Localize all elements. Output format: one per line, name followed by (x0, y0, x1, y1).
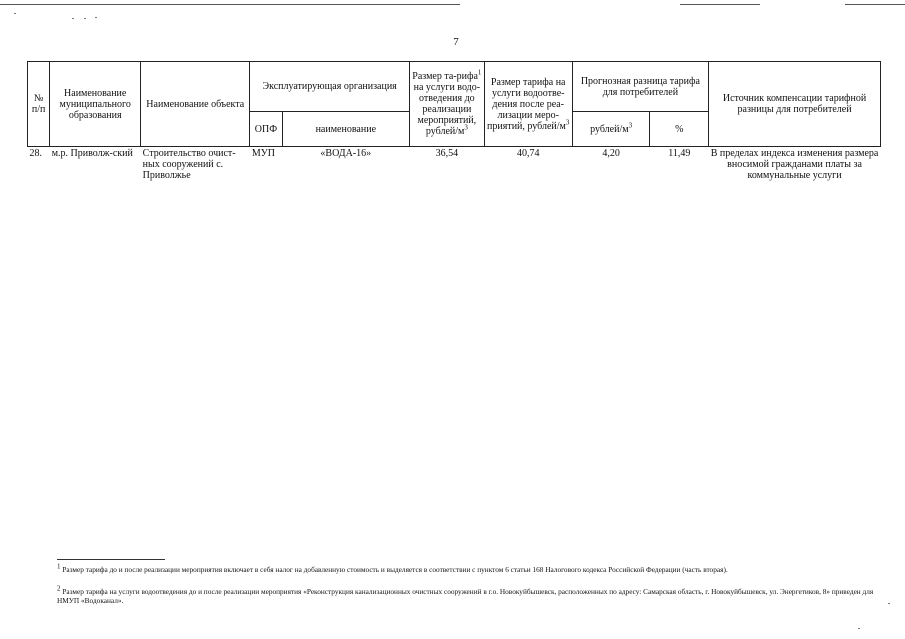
header-object: Наименование объекта (141, 62, 250, 147)
cube-superscript: 3 (628, 121, 633, 130)
cube-superscript: 3 (464, 123, 468, 132)
scan-speck (72, 18, 74, 19)
header-tariff-after-label: Размер тарифа на услуги водоотве-дения после реа-лизации меро-приятий, рублей/м (487, 76, 566, 132)
scan-speck (14, 13, 16, 14)
scan-speck (888, 603, 890, 604)
footnote-mark: 1 (57, 562, 61, 571)
row-operator-name: «ВОДА-16» (320, 148, 372, 159)
header-diff-rub-label: рублей/м (590, 123, 629, 135)
tariff-table (27, 61, 881, 182)
header-num: № п/п (28, 62, 50, 147)
footnote-text: Размер тарифа до и после реализации мероприятия включает в себя налог на добавленную стоимость и выделяется в соответствии с пунктом 6 статьи 168 Налогового кодекса Российской Федерации (часть вторая). (62, 565, 728, 574)
cube-superscript: 3 (565, 118, 570, 127)
scan-speck (95, 17, 97, 18)
header-forecast-diff: Прогнозная разница тарифа для потребителей (572, 62, 708, 112)
header-tariff-after (484, 62, 572, 147)
header-diff-rub (572, 112, 650, 147)
footnote-text: Размер тарифа на услуги водоотведения до и после реализации мероприятия «Реконструкция канализационных очистных сооружений в г.о. Новокуйбышевск, расположенных по адресу: Самарская область, г. Новокуйбышевск, ул. Энергетиков, 8» приведен для НМУП «Водоканал». (57, 587, 874, 605)
header-tariff-before (409, 62, 484, 147)
header-operator-name: наименование (282, 112, 409, 147)
row-tariff-before: 36,54 (435, 148, 459, 159)
header-municipality: Наименование муниципального образования (50, 62, 141, 147)
footnote-1 (57, 562, 877, 574)
scan-speck (858, 628, 860, 629)
row-tariff-after: 40,74 (516, 148, 540, 159)
top-rule-right (680, 4, 760, 5)
footnote-separator (57, 559, 165, 560)
header-tariff-before-label: Размер та-рифа (412, 71, 478, 82)
header-tariff-before-tail: на услуги водо-отведения до реализации мероприятий, рублей/м (413, 82, 481, 137)
row-compensation-source: В пределах индекса изменения размера вносимой гражданами платы за коммунальные услуги (710, 148, 879, 181)
top-rule-far-right (845, 4, 905, 5)
page-number: 7 (453, 36, 459, 48)
row-diff-percent: 11,49 (668, 148, 691, 159)
footnote-ref-1: 1 (477, 68, 482, 77)
row-num: 28. (29, 148, 42, 159)
top-rule-left (0, 4, 460, 5)
table-row (28, 147, 881, 183)
row-opf: МУП (251, 148, 276, 159)
row-diff-rub: 4,20 (602, 148, 620, 159)
header-compensation-source: Источник компенсации тарифной разницы для потребителей (709, 62, 881, 147)
row-municipality: м.р. Приволж-ский (51, 148, 133, 159)
header-operator: Эксплуатирующая организация (250, 62, 410, 112)
row-object: Строительство очист-ных сооружений с. Приволжье (142, 148, 236, 181)
scan-speck (84, 18, 86, 19)
header-diff-percent: % (650, 112, 709, 147)
header-opf: ОПФ (250, 112, 282, 147)
footnote-mark: 2 (57, 584, 61, 593)
footnote-2 (57, 584, 877, 605)
